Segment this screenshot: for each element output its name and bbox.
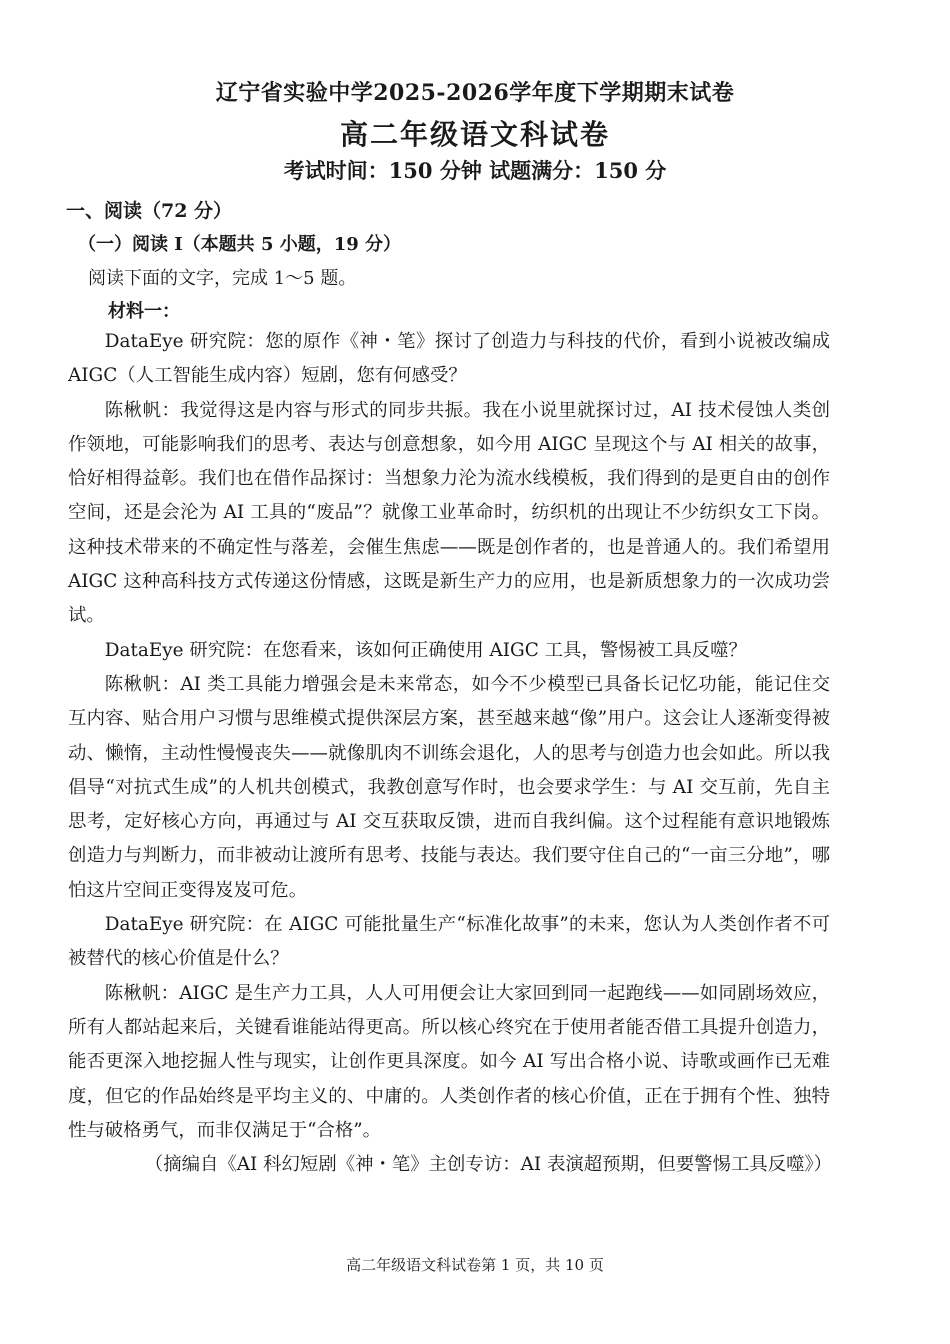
exam-info: 考试时间：150 分钟 试题满分：150 分 <box>283 158 667 183</box>
subpart-heading: （一）阅读 I（本题共 5 小题，19 分） <box>78 234 402 255</box>
paragraph-answer-2: 陈楸帆：AI 类工具能力增强会是未来常态，如今不少模型已具备长记忆功能，能记住交互内容、贴合用户习惯与思维模式提供深层方案，甚至越来越“像”用户。这会让人逐渐变得被动、懒惰，主动性慢慢丧失——就像肌肉不训练会退化，人的思考与创造力也会如此。所以我倡导“对抗式生成”的人机共创模式，我教创意写作时，也会要求学生：与 AI 交互前，先自主思考，定好核心方向，再通过与 AI 交互获取反馈，进而自我纠偏。这个过程能有意识地锻炼创造力与判断力，而非被动让渡所有思考、技能与表达。我们要守住自己的“一亩三分地”，哪怕这片空间正变得岌岌可危。 <box>68 673 830 901</box>
part-heading: 一、阅读（72 分） <box>66 200 233 222</box>
page-footer: 高二年级语文科试卷第 1 页，共 10 页 <box>346 1256 604 1274</box>
paragraph-answer-1: 陈楸帆：我觉得这是内容与形式的同步共振。我在小说里就探讨过，AI 技术侵蚀人类创作领地，可能影响我们的思考、表达与创意想象，如今用 AIGC 呈现这个与 AI 相关的故事，恰好相得益彰。我们也在借作品探讨：当想象力沦为流水线模板，我们得到的是更自由的创作空间，还是会沦为 AI 工具的“废品”？就像工业革命时，纺织机的出现让不少纺织女工下岗。这种技术带来的不确定性与落差，会催生焦虑——既是创作者的，也是普通人的。我们希望用 AIGC 这种高科技方式传递这份情感，这既是新生产力的应用，也是新质想象力的一次成功尝试。 <box>68 399 830 627</box>
source-note: （摘编自《AI 科幻短剧《神・笔》主创专访：AI 表演超预期，但要警惕工具反噬》） <box>144 1154 833 1176</box>
exam-title: 高二年级语文科试卷 <box>339 118 610 151</box>
reading-passage <box>68 325 833 1182</box>
instruction-text: 阅读下面的文字，完成 1～5 题。 <box>88 268 357 289</box>
paragraph-answer-3: 陈楸帆：AIGC 是生产力工具，人人可用便会让大家回到同一起跑线——如同剧场效应，所有人都站起来后，关键看谁能站得更高。所以核心终究在于使用者能否借工具提升创造力，能否更深入地挖掘人性与现实，让创作更具深度。如今 AI 写出合格小说、诗歌或画作已无难度，但它的作品始终是平均主义的、中庸的。人类创作者的核心价值，正在于拥有个性、独特性与破格勇气，而非仅满足于“合格”。 <box>68 982 830 1141</box>
paragraph-question-2: DataEye 研究院：在您看来，该如何正确使用 AIGC 工具，警惕被工具反噬？ <box>104 639 747 661</box>
paragraph-question-1: DataEye 研究院：您的原作《神・笔》探讨了创造力与科技的代价，看到小说被改编成 AIGC（人工智能生成内容）短剧，您有何感受？ <box>68 331 830 387</box>
school-title: 辽宁省实验中学2025-2026学年度下学期期末试卷 <box>215 80 735 106</box>
paragraph-question-3: DataEye 研究院：在 AIGC 可能批量生产“标准化故事”的未来，您认为人类创作者不可被替代的核心价值是什么？ <box>68 914 830 970</box>
material-label: 材料一： <box>108 301 180 322</box>
